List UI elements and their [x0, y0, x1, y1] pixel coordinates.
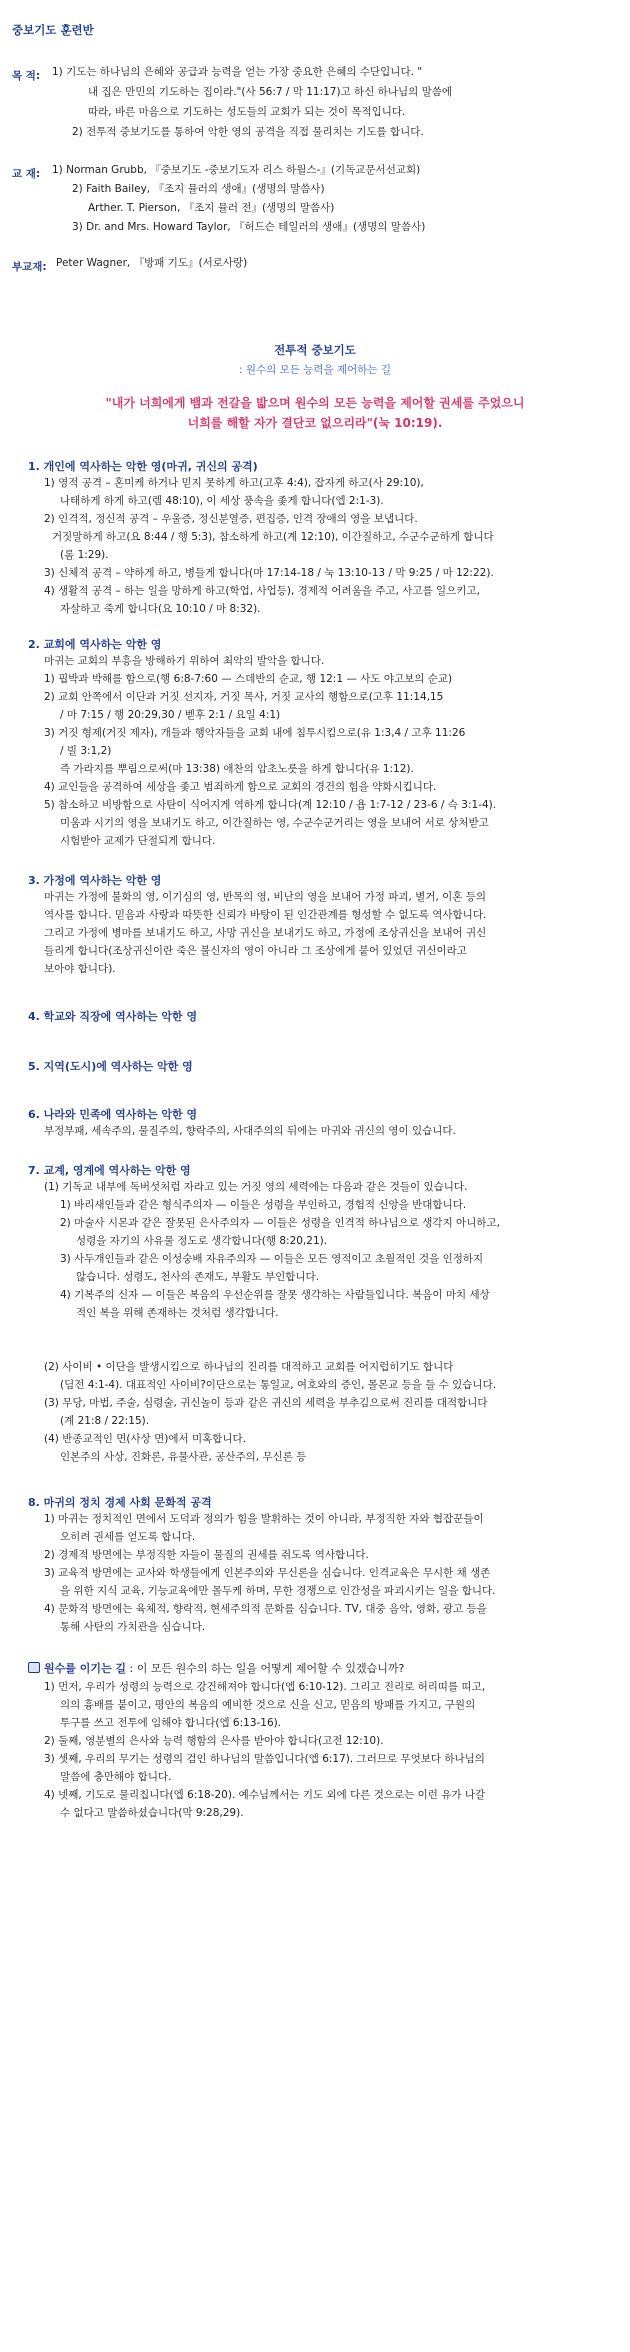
section-line: 4) 생활적 공격 – 하는 일을 망하게 하고(학업, 사업등), 경제적 어려움을 주고, 사고를 일으키고, [44, 585, 480, 597]
key-verse-line: 너희를 해할 자가 결단코 없으리라"(눅 10:19). [187, 416, 443, 430]
section-line: 나태하게 하게 하고(렘 48:10), 이 세상 풍속을 좇게 합니다(엡 2:1-3). [60, 495, 384, 507]
section-line: (1) 기독교 내부에 독버섯처럼 자라고 있는 거짓 영의 세력에는 다음과 같은 것들이 있습니다. [44, 1181, 468, 1193]
purpose-line: 1) 기도는 하나님의 은혜와 공급과 능력을 얻는 가장 중요한 은혜의 수단입니다. " [52, 66, 423, 78]
section-line: 2) 교회 안쪽에서 이단과 거짓 선지자, 거짓 목사, 거짓 교사의 행함으로(고후 11:14,15 [44, 691, 444, 703]
section-heading: 3. 가정에 역사하는 악한 영 [28, 874, 162, 887]
section-line: 1) 영적 공격 – 혼미케 하거나 믿지 못하게 하고(고후 4:4), 잡자게 하고(사 29:10), [44, 477, 424, 489]
section-heading: 6. 나라와 민족에 역사하는 악한 영 [28, 1108, 198, 1121]
section-line: 들리게 합니다(조상귀신이란 죽은 불신자의 영이 아니라 그 조상에게 붙어 있었던 귀신이라고 [44, 945, 467, 957]
strategy-line: 1) 먼저, 우리가 성령의 능력으로 강건해져야 합니다(엡 6:10-12). 그리고 진리로 허리띠를 띠고, [44, 1681, 486, 1693]
strategy-heading-rest: : 이 모든 원수의 하는 일을 어떻게 제어할 수 있겠습니까? [129, 1662, 405, 1675]
course-title: 중보기도 훈련반 [12, 23, 94, 37]
section-line: 3) 신체적 공격 – 약하게 하고, 병들게 합니다(마 17:14-18 / 눅 13:10-13 / 막 9:25 / 마 12:22). [44, 567, 494, 579]
section-line: (2) 사이비 • 이단을 발생시킴으로 하나님의 진리를 대적하고 교회를 어지럽히기도 합니다 [44, 1361, 454, 1373]
subtextbook-text: Peter Wagner, 『방패 기도』(서로사랑) [56, 257, 248, 269]
section-line: 즉 가라지를 뿌림으로써(마 13:38) 애찬의 암초노릇을 하게 합니다(유 1:12). [60, 763, 414, 775]
section-line: 1) 바리새인들과 같은 형식주의자 — 이들은 성령을 부인하고, 경험적 신앙을 반대합니다. [60, 1199, 467, 1211]
section-line: 부정부패, 세속주의, 물질주의, 향락주의, 사대주의의 뒤에는 마귀와 귀신의 영이 있습니다. [44, 1125, 456, 1137]
section-line: 않습니다. 성령도, 천사의 존재도, 부활도 부인합니다. [76, 1271, 320, 1283]
main-title: 전투적 중보기도 [274, 343, 356, 357]
section-line: 마귀는 가정에 불화의 영, 이기심의 영, 반목의 영, 비난의 영을 보내어 가정 파괴, 별거, 이혼 등의 [44, 891, 487, 903]
section-line: 자살하고 죽게 합니다(요 10:10 / 마 8:32). [60, 603, 261, 615]
subtextbook-label: 부교재: [12, 261, 47, 273]
section-line: (딤전 4:1-4). 대표적인 사이비?이단으로는 통일교, 여호와의 증인, 몰몬교 등을 들 수 있습니다. [60, 1379, 497, 1391]
textbook-line: Arther. T. Pierson, 『조지 뮬러 전』(생명의 말씀사) [88, 202, 335, 214]
section-line: 2) 인격적, 정신적 공격 – 우울증, 정신분열증, 편집증, 인격 장애의 영을 보냅니다. [44, 513, 418, 525]
section-line: 4) 교인들을 공격하여 세상을 좇고 범죄하게 함으로 교회의 경건의 힘을 약화시킵니다. [44, 781, 437, 793]
section-line: 4) 문화적 방면에는 육체적, 향락적, 현세주의적 문화를 심습니다. TV, 대중 음악, 영화, 광고 등을 [44, 1603, 487, 1615]
section-line: 통해 사탄의 가치관을 심습니다. [60, 1621, 206, 1633]
section-line: 오히려 권세를 얻도록 합니다. [60, 1531, 196, 1543]
section-line: 그리고 가정에 병마를 보내기도 하고, 사망 귀신을 보내기도 하고, 가정에 조상귀신을 보내어 귀신 [44, 927, 487, 939]
section-line: 4) 기복주의 신자 — 이들은 복음의 우선순위를 잘못 생각하는 사람들입니다. 복음이 마치 세상 [60, 1289, 490, 1301]
section-line: (계 21:8 / 22:15). [60, 1415, 150, 1427]
strategy-heading [28, 1660, 404, 1676]
section-line: 시험받아 교제가 단절되게 합니다. [60, 835, 216, 847]
strategy-line: 2) 둘째, 영분별의 은사와 능력 행함의 은사를 받아야 합니다(고전 12:10). [44, 1735, 384, 1747]
section-line: (3) 무당, 마법, 주술, 심령술, 귀신놀이 등과 같은 귀신의 세력을 부추김으로써 진리를 대적합니다 [44, 1397, 488, 1409]
purpose-line: 2) 전투적 중보기도를 통하여 악한 영의 공격을 직접 물리치는 기도를 합니다. [72, 126, 424, 138]
section-line: 5) 참소하고 비방함으로 사탄이 식어지게 역하게 합니다(계 12:10 / 욥 1:7-12 / 23-6 / 슥 3:1-4). [44, 799, 497, 811]
section-line: 2) 경제적 방면에는 부정직한 자들이 물질의 권세를 쥐도록 역사합니다. [44, 1549, 369, 1561]
strategy-line: 3) 셋째, 우리의 무기는 성령의 검인 하나님의 말씀입니다(엡 6:17). 그러므로 무엇보다 하나님의 [44, 1753, 485, 1765]
section-line: 1) 핍박과 박해를 함으로(행 6:8-7:60 — 스데반의 순교, 행 12:1 — 사도 야고보의 순교) [44, 673, 453, 685]
purpose-line: 내 집은 만민의 기도하는 집이라."(사 56:7 / 막 11:17)고 하신 하나님의 말씀에 [88, 86, 453, 98]
note-icon [28, 1662, 40, 1673]
section-line: 인본주의 사상, 진화론, 유물사관, 공산주의, 무신론 등 [60, 1451, 307, 1463]
strategy-line: 의의 흉배를 붙이고, 평안의 복음의 예비한 것으로 신을 신고, 믿음의 방패를 가지고, 구원의 [60, 1699, 476, 1711]
section-line: 적인 복을 위해 존재하는 것처럼 생각합니다. [76, 1307, 279, 1319]
section-line: 성령을 자기의 사유물 정도로 생각합니다(행 8:20,21). [76, 1235, 328, 1247]
section-heading: 5. 지역(도시)에 역사하는 악한 영 [28, 1060, 193, 1073]
section-line: 거짓말하게 하고(요 8:44 / 행 5:3), 참소하게 하고(계 12:10), 이간질하고, 수군수군하게 합니다 [52, 531, 494, 543]
section-line: (롬 1:29). [60, 549, 109, 561]
textbook-line: 1) Norman Grubb, 『중보기도 -중보기도자 리스 하월스-』(기독교문서선교회) [52, 164, 421, 176]
strategy-line: 4) 넷째, 기도로 물리칩니다(엡 6:18-20). 예수님께서는 기도 외에 다른 것으로는 이런 유가 나갈 [44, 1789, 486, 1801]
purpose-line: 따라, 바른 마음으로 기도하는 성도들의 교회가 되는 것이 목적입니다. [88, 106, 406, 118]
textbook-line: 2) Faith Bailey, 『조지 뮬러의 생애』(생명의 말씀사) [72, 183, 325, 195]
section-heading: 1. 개인에 역사하는 악한 영(마귀, 귀신의 공격) [28, 460, 258, 473]
textbook-line: 3) Dr. and Mrs. Howard Taylor, 『허드슨 테일러의 생애』(생명의 말씀사) [72, 221, 426, 233]
section-line: 3) 교육적 방면에는 교사와 학생들에게 인본주의와 무신론을 심습니다. 인격교육은 무시한 채 생존 [44, 1567, 491, 1579]
section-line: 미움과 시기의 영을 보내기도 하고, 이간질하는 영, 수군수군거리는 영을 보내어 서로 상처받고 [60, 817, 489, 829]
section-line: / 마 7:15 / 행 20:29,30 / 벧후 2:1 / 요일 4:1) [60, 709, 281, 721]
key-verse-line: "내가 너희에게 뱀과 전갈을 밟으며 원수의 모든 능력을 제어할 권세를 주었으니 [105, 396, 525, 410]
section-line: 역사를 합니다. 믿음과 사랑과 따뜻한 신뢰가 바탕이 된 인간관계를 형성할 수 없도록 역사합니다. [44, 909, 487, 921]
strategy-line: 투구를 쓰고 전투에 임해야 합니다(엡 6:13-16). [60, 1717, 282, 1729]
section-heading: 8. 마귀의 정치 경제 사회 문화적 공격 [28, 1496, 212, 1509]
section-heading: 2. 교회에 역사하는 악한 영 [28, 638, 162, 651]
strategy-line: 말씀에 충만해야 합니다. [60, 1771, 172, 1783]
main-subtitle: : 원수의 모든 능력을 제어하는 길 [238, 364, 392, 376]
section-line: 3) 사두개인들과 같은 이성숭배 자유주의자 — 이들은 모든 영적이고 초월적인 것을 인정하지 [60, 1253, 484, 1265]
textbook-label: 교 재: [12, 168, 41, 180]
section-line: (4) 반종교적인 면(사상 면)에서 미혹합니다. [44, 1433, 247, 1445]
section-heading: 7. 교계, 영계에 역사하는 악한 영 [28, 1164, 191, 1177]
section-heading: 4. 학교와 직장에 역사하는 악한 영 [28, 1010, 198, 1023]
strategy-heading-key: 원수를 이기는 길 [44, 1662, 127, 1675]
section-line: 1) 마귀는 정치적인 면에서 도덕과 정의가 힘을 발휘하는 것이 아니라, 부정직한 자와 협잡꾼들이 [44, 1513, 484, 1525]
section-line: 을 위한 지식 교육, 기능교육에만 몰두케 하며, 무한 경쟁으로 인간성을 파괴시키는 일을 합니다. [60, 1585, 496, 1597]
strategy-line: 수 없다고 말씀하셨습니다(막 9:28,29). [60, 1807, 244, 1819]
section-line: 보아야 합니다). [44, 963, 116, 975]
purpose-label: 목 적: [12, 70, 41, 82]
section-line: 3) 거짓 형제(거짓 제자), 개들과 행악자들을 교회 내에 침투시킴으로(유 1:3,4 / 고후 11:26 [44, 727, 466, 739]
section-line: 마귀는 교회의 부흥을 방해하기 위하여 최악의 발악을 합니다. [44, 655, 325, 667]
section-line: / 빌 3:1,2) [60, 745, 112, 757]
section-line: 2) 마술사 시몬과 같은 잘못된 은사주의자 — 이들은 성령을 인격적 하나님으로 생각지 아니하고, [60, 1217, 500, 1229]
